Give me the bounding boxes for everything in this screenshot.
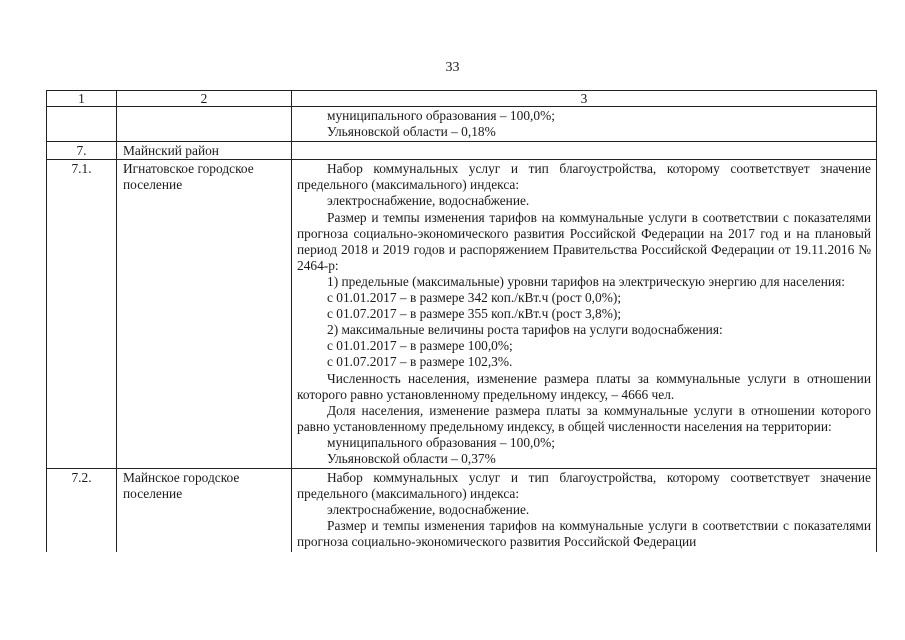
row-name: Майнский район xyxy=(117,142,292,160)
row-name: Майнское городское поселение xyxy=(117,469,292,552)
header-col-1: 1 xyxy=(47,91,117,107)
content-paragraph: 2) максимальные величины роста тарифов на услуги водоснабжения: xyxy=(327,322,723,338)
table-row-continuation xyxy=(47,107,877,142)
content-paragraph: Ульяновской области – 0,37% xyxy=(327,450,496,466)
row-content xyxy=(292,142,877,160)
content-paragraph: Набор коммунальных услуг и тип благоустройства, которому соответствует значение предельного (максимального) индекса: xyxy=(297,161,871,193)
row-content xyxy=(292,107,877,142)
table-row-7 xyxy=(47,142,877,160)
row-number: 7.2. xyxy=(47,469,117,552)
row-content xyxy=(292,469,877,552)
content-paragraph: с 01.01.2017 – в размере 342 коп./кВт.ч (рост 0,0%); xyxy=(327,290,622,306)
table-header-row xyxy=(47,91,877,107)
row-name xyxy=(117,107,292,142)
content-paragraph: Численность населения, изменение размера платы за коммунальные услуги в отношении которого равно установленному предельному индексу, – 4666 чел. xyxy=(297,370,871,402)
row-number xyxy=(47,107,117,142)
content-paragraph: электроснабжение, водоснабжение. xyxy=(327,193,530,209)
content-paragraph: Доля населения, изменение размера платы за коммунальные услуги в отношении которого равно установленному предельному индексу, в общей численности населения на территории: xyxy=(297,402,871,434)
header-col-2: 2 xyxy=(117,91,292,107)
content-paragraph: Размер и темпы изменения тарифов на коммунальные услуги в соответствии с показателями прогноза социально-экономического развития Российской Федерации на 2017 год и на плановый период 2018 и 2019 годов и распоряжением Правительства Российской Федерации от 19.11.2016 № 2464-р: xyxy=(297,209,871,273)
row-number: 7.1. xyxy=(47,160,117,469)
table-row-7-1 xyxy=(47,160,877,469)
content-paragraph: Размер и темпы изменения тарифов на коммунальные услуги в соответствии с показателями прогноза социально-экономического развития Российской Федерации xyxy=(297,518,871,550)
content-paragraph: Набор коммунальных услуг и тип благоустройства, которому соответствует значение предельного (максимального) индекса: xyxy=(297,470,871,502)
tariff-table xyxy=(46,90,877,552)
row-content xyxy=(292,160,877,469)
content-paragraph: с 01.01.2017 – в размере 100,0%; xyxy=(327,338,513,354)
content-paragraph: муниципального образования – 100,0%; xyxy=(327,434,555,450)
content-paragraph: электроснабжение, водоснабжение. xyxy=(327,502,530,518)
header-col-3: 3 xyxy=(292,91,877,107)
content-paragraph: 1) предельные (максимальные) уровни тарифов на электрическую энергию для населения: xyxy=(327,273,845,289)
content-line: Ульяновской области – 0,18% xyxy=(327,124,496,140)
table-row-7-2 xyxy=(47,469,877,552)
content-paragraph: с 01.07.2017 – в размере 355 коп./кВт.ч (рост 3,8%); xyxy=(327,306,622,322)
content-paragraph: с 01.07.2017 – в размере 102,3%. xyxy=(327,354,513,370)
page-number: 33 xyxy=(445,60,460,75)
row-name: Игнатовское городское поселение xyxy=(117,160,292,469)
content-line: муниципального образования – 100,0%; xyxy=(327,108,555,123)
row-number: 7. xyxy=(47,142,117,160)
